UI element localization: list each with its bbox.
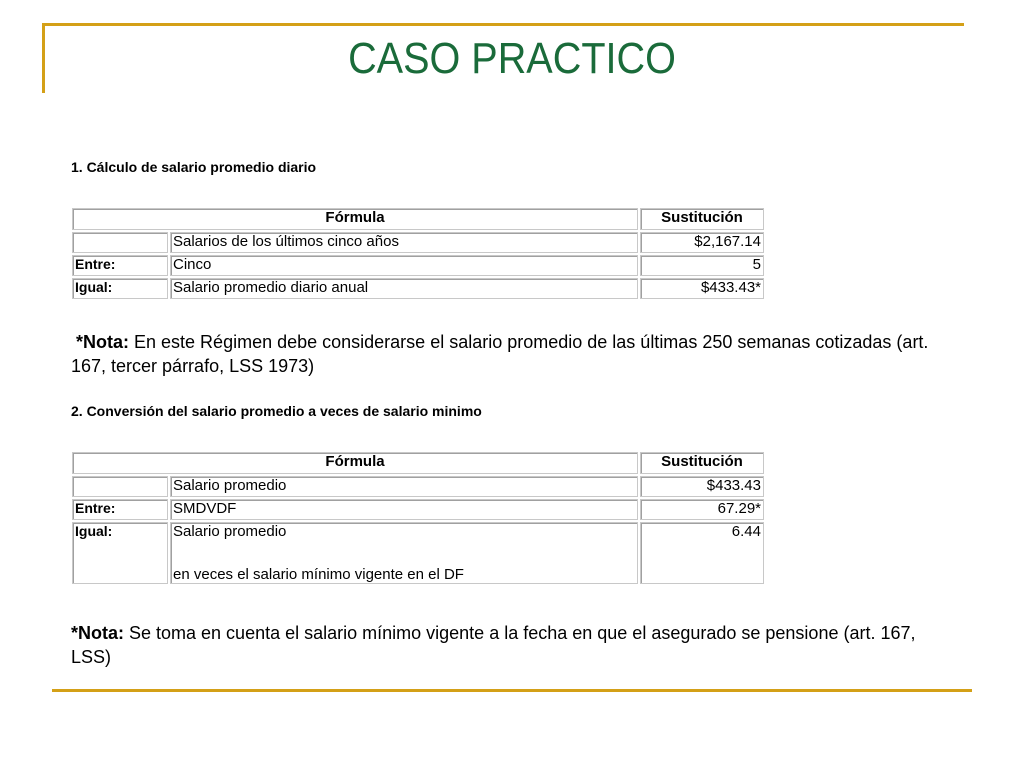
header-formula: Fórmula xyxy=(72,208,638,230)
row-label: Igual: xyxy=(72,522,168,584)
row-desc: Cinco xyxy=(170,255,638,276)
row-desc: Salario promedio diario anual xyxy=(170,278,638,299)
row-desc: Salarios de los últimos cinco años xyxy=(170,232,638,253)
header-sustitucion: Sustitución xyxy=(640,452,764,474)
header-sustitucion: Sustitución xyxy=(640,208,764,230)
row-value: $433.43* xyxy=(640,278,764,299)
table-row xyxy=(72,255,764,276)
note1-text: En este Régimen debe considerarse el salario promedio de las últimas 250 semanas cotizadas (art. 167, tercer párrafo, LSS 1973) xyxy=(71,332,929,376)
row-label: Entre: xyxy=(72,255,168,276)
row-label: Entre: xyxy=(72,499,168,520)
header-formula: Fórmula xyxy=(72,452,638,474)
table-header-row xyxy=(72,208,764,230)
salary-conversion-table xyxy=(70,450,766,586)
table-row xyxy=(72,278,764,299)
row-desc-line2: en veces el salario mínimo vigente en el DF xyxy=(173,566,464,583)
slide-title: CASO PRACTICO xyxy=(348,34,676,83)
salary-average-table xyxy=(70,206,766,301)
row-value: 6.44 xyxy=(640,522,764,584)
note2-label: *Nota: xyxy=(71,623,124,643)
bottom-decor-line xyxy=(52,689,972,692)
table-row xyxy=(72,522,764,584)
top-decor-line xyxy=(42,23,964,26)
note1 xyxy=(71,330,931,378)
row-label xyxy=(72,232,168,253)
row-desc-multiline xyxy=(170,522,638,584)
row-label: Igual: xyxy=(72,278,168,299)
section2-heading: 2. Conversión del salario promedio a veces de salario minimo xyxy=(71,403,482,419)
note2 xyxy=(71,621,931,669)
row-desc: Salario promedio xyxy=(173,523,287,540)
row-desc: SMDVDF xyxy=(170,499,638,520)
row-desc: Salario promedio xyxy=(170,476,638,497)
section1-heading: 1. Cálculo de salario promedio diario xyxy=(71,159,317,175)
note2-text: Se toma en cuenta el salario mínimo vigente a la fecha en que el asegurado se pensione (art. 167, LSS) xyxy=(71,623,916,667)
table-row xyxy=(72,499,764,520)
table-row xyxy=(72,232,764,253)
left-decor-line xyxy=(42,23,45,93)
table-header-row xyxy=(72,452,764,474)
row-value: $2,167.14 xyxy=(640,232,764,253)
table-row xyxy=(72,476,764,497)
note1-label: *Nota: xyxy=(76,332,130,352)
row-value: 67.29* xyxy=(640,499,764,520)
row-value: $433.43 xyxy=(640,476,764,497)
row-label xyxy=(72,476,168,497)
row-value: 5 xyxy=(640,255,764,276)
